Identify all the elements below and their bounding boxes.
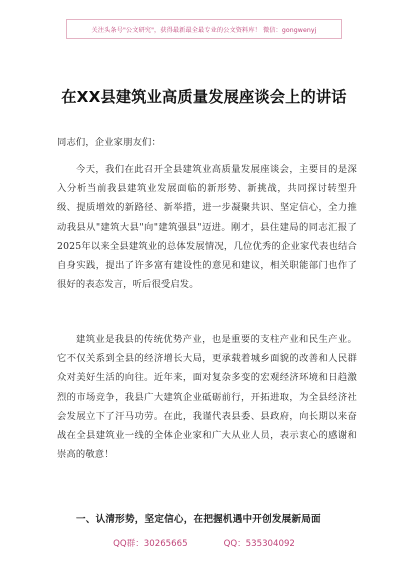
paragraph-1: 今天，我们在此召开全县建筑业高质量发展座谈会，主要目的是深入分析当前我县建筑业发展面临的新形势、新挑战，共同探讨转型升级、提质增效的新路径、新举措，进一步凝聚共识、坚定信心，全力推动我县从"建筑大县"向"建筑强县"迈进。刚才，县住建局的同志汇报了2025年以来全县建筑业的总体发展情况，几位优秀的企业家代表也结合自身实践，提出了许多富有建设性的意见和建议，相关职能部门也作了很好的表态发言，听后很受启发。 <box>57 164 357 291</box>
footer-qq: QQ：535304092 <box>223 539 295 549</box>
salutation: 同志们，企业家朋友们： <box>57 137 161 148</box>
section-heading: 一、认清形势，坚定信心，在把握机遇中开创发展新局面 <box>76 514 321 525</box>
footer-qq-group: QQ群：30265665 <box>113 539 188 549</box>
document-title: 在XX县建筑业高质量发展座谈会上的讲话 <box>61 88 347 106</box>
footer-contact <box>0 537 408 549</box>
paragraph-2: 建筑业是我县的传统优势产业，也是重要的支柱产业和民生产业。它不仅关系到全县的经济增长大局，更承载着城乡面貌的改善和人民群众对美好生活的向往。近年来，面对复杂多变的宏观经济环境和日趋激烈的市场竞争，我县广大建筑企业砥砺前行，开拓进取，为全县经济社会发展立下了汗马功劳。在此，我谨代表县委、县政府，向长期以来奋战在全县建筑业一线的全体企业家和广大从业人员，表示衷心的感谢和崇高的敬意！ <box>57 334 357 461</box>
header-banner-text: 关注头条号"公文研究"，获得最新最全最专业的公文资料库！ 微信：gongwenyj <box>91 26 317 34</box>
header-banner <box>66 19 342 39</box>
